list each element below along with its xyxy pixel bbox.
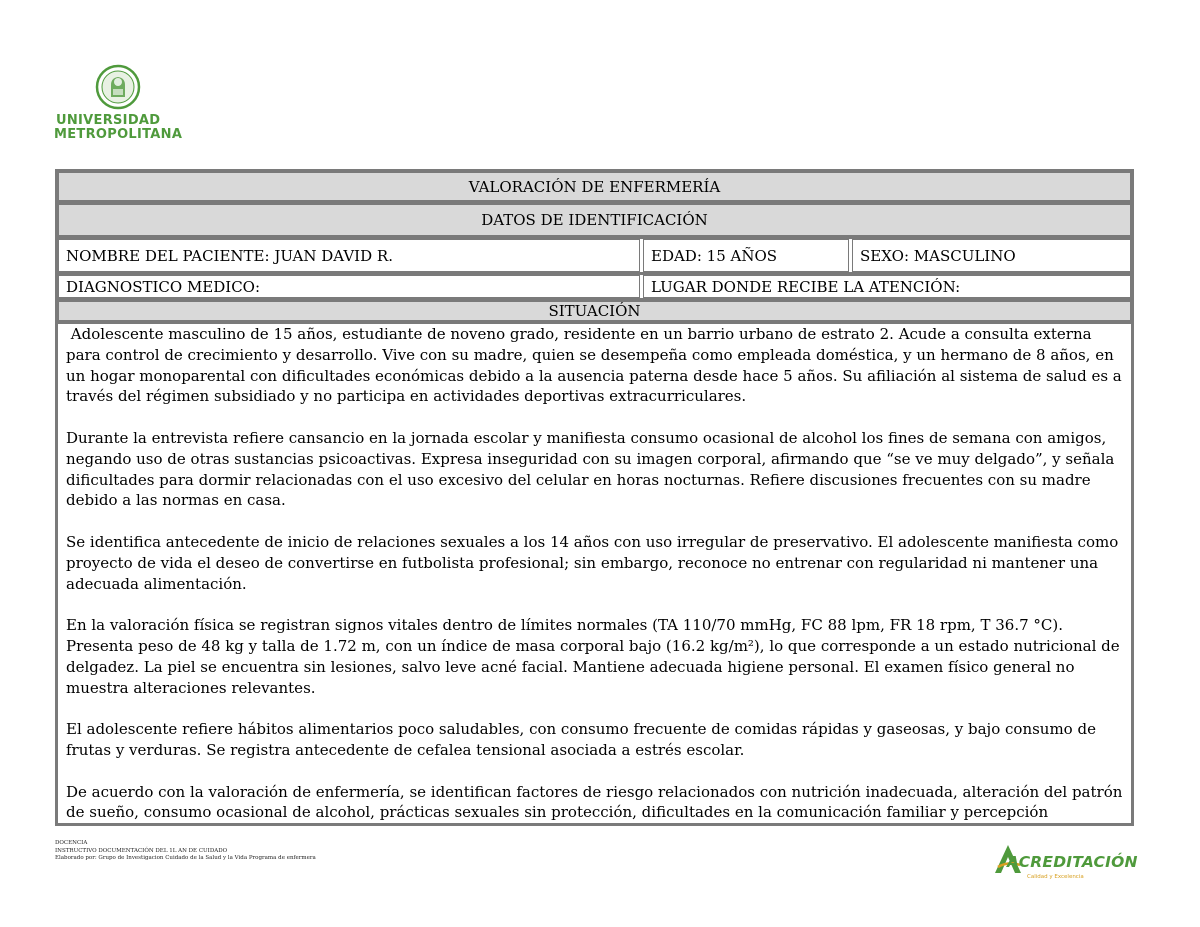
- footer-line: INSTRUCTIVO DOCUMENTACIÓN DEL 1L AN DE CUIDADO: [55, 847, 228, 854]
- care-location-cell: LUGAR DONDE RECIBE LA ATENCIÓN:: [643, 275, 1131, 298]
- situation-text: [58, 324, 1131, 823]
- form-title-row: [58, 172, 1131, 201]
- nursing-assessment-form: [55, 169, 1134, 826]
- accreditation-subtext: Calidad y Excelencia: [1027, 874, 1084, 880]
- situation-paragraph: El adolescente refiere hábitos alimentarios poco saludables, con consumo frecuente de comidas rápidas y gaseosas, y bajo consumo de frutas y verduras. Se registra antecedente de cefalea tensional asociada a estrés escolar.: [66, 720, 1096, 759]
- footer-line: DOCENCIA: [55, 840, 88, 846]
- section-title-row: [58, 204, 1131, 236]
- diagnosis-row: [58, 275, 1131, 298]
- logo-text-line2: METROPOLITANA: [54, 127, 183, 142]
- footer-notes: [55, 840, 316, 863]
- situation-paragraph: Adolescente masculino de 15 años, estudiante de noveno grado, residente en un barrio urbano de estrato 2. Acude a consulta externa para control de crecimiento y desarrollo. Vive con su madre, quien se desempeña como empleada doméstica, y un hermano de 8 años, en un hogar monoparental con dificultades económicas debido a la ausencia paterna desde hace 5 años. Su afiliación al sistema de salud es a través del régimen subsidiado y no participa en actividades deportivas extracurriculares.: [66, 325, 1127, 406]
- situation-paragraph: Se identifica antecedente de inicio de relaciones sexuales a los 14 años con uso irregular de preservativo. El adolescente manifiesta como proyecto de vida el deseo de convertirse en futbolista profesional; sin embargo, reconoce no entrenar con regularidad ni mantener una adecuada alimentación.: [66, 532, 1119, 593]
- patient-info-row: [58, 239, 1131, 272]
- university-emblem-icon: [94, 63, 142, 111]
- footer-line: Elaborado por: Grupo de Investigacion Cuidado de la Salud y la Vida Programa de enfermera: [55, 855, 316, 861]
- section-title: DATOS DE IDENTIFICACIÓN: [58, 204, 1131, 236]
- patient-name-cell: NOMBRE DEL PACIENTE: JUAN DAVID R.: [58, 239, 640, 272]
- accreditation-logo: [993, 843, 1138, 885]
- situation-paragraph: De acuerdo con la valoración de enfermería, se identifican factores de riesgo relacionados con nutrición inadecuada, alteración del patrón de sueño, consumo ocasional de alcohol, prácticas sexuales sin protección, dificultades en la comunicación familiar y percepción: [66, 782, 1123, 822]
- university-logo: [54, 63, 184, 143]
- medical-diagnosis-cell: DIAGNOSTICO MEDICO:: [58, 275, 640, 298]
- situation-title-row: [58, 301, 1131, 321]
- form-title: VALORACIÓN DE ENFERMERÍA: [58, 172, 1131, 201]
- situation-title: SITUACIÓN: [58, 301, 1131, 321]
- situation-paragraph: Durante la entrevista refiere cansancio en la jornada escolar y manifiesta consumo ocasional de alcohol los fines de semana con amigos, negando uso de otras sustancias psicoactivas. Expresa inseguridad con su imagen corporal, afirmando que “se ve muy delgado”, y señala dificultades para dormir relacionadas con el uso excesivo del celular en horas nocturnas. Refiere discusiones frecuentes con su madre debido a las normas en casa.: [66, 428, 1115, 510]
- situation-paragraph: En la valoración física se registran signos vitales dentro de límites normales (TA 110/70 mmHg, FC 88 lpm, FR 18 rpm, T 36.7 °C). Presenta peso de 48 kg y talla de 1.72 m, con un índice de masa corporal bajo (16.2 kg/m²), lo que corresponde a un estado nutricional de delgadez. La piel se encuentra sin lesiones, salvo leve acné facial. Mantiene adecuada higiene personal. El examen físico general no muestra alteraciones relevantes.: [66, 616, 1120, 697]
- patient-age-cell: EDAD: 15 AÑOS: [643, 239, 849, 272]
- accreditation-text: ACREDITACIÓN: [1007, 853, 1138, 871]
- patient-sex-cell: SEXO: MASCULINO: [852, 239, 1131, 272]
- logo-text-line1: UNIVERSIDAD: [56, 113, 161, 128]
